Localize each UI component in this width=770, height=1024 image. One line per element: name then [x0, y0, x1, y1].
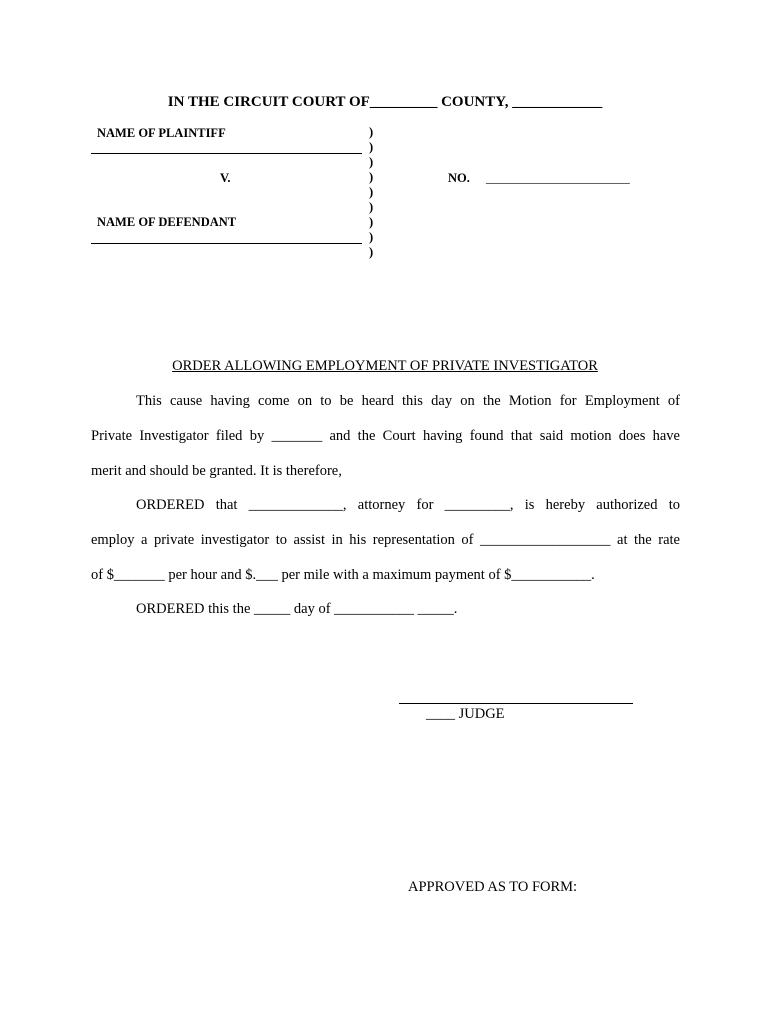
caption-paren: ) [369, 215, 374, 229]
defendant-label: NAME OF DEFENDANT [97, 215, 237, 229]
paragraph-line: ORDERED that _____________, attorney for _________, is hereby authorized to [136, 497, 680, 513]
paragraph-line: This cause having come on to be heard this day on the Motion for Employment of [136, 393, 680, 409]
paragraph-line: of $_______ per hour and $.___ per mile with a maximum payment of $___________. [91, 567, 595, 583]
ordered-date-line: ORDERED this the _____ day of ___________ _____. [136, 601, 458, 617]
versus-label: V. [220, 171, 231, 185]
caption-paren: ) [369, 200, 374, 214]
judge-signature-line [399, 703, 633, 704]
caption-paren: ) [369, 185, 374, 199]
caption-paren: ) [369, 245, 374, 259]
paragraph-ordered [91, 488, 680, 593]
court-heading: IN THE CIRCUIT COURT OF_________ COUNTY, ____________ [167, 94, 603, 110]
approved-as-to-form-label: APPROVED AS TO FORM: [408, 879, 578, 895]
judge-label: ____ JUDGE [426, 706, 505, 722]
caption-paren: ) [369, 125, 374, 139]
caption-paren: ) [369, 140, 374, 154]
plaintiff-label: NAME OF PLAINTIFF [97, 126, 226, 140]
paragraph-line: Private Investigator filed by _______ and the Court having found that said motion does have [91, 428, 680, 444]
caption-parentheses [369, 125, 373, 260]
plaintiff-name-line [91, 153, 362, 154]
defendant-name-line [91, 243, 362, 244]
case-number-blank: _______________________ [486, 171, 630, 185]
caption-paren: ) [369, 155, 374, 169]
paragraph-line: employ a private investigator to assist in his representation of __________________ at the rate [91, 532, 680, 548]
paragraph-line: merit and should be granted. It is therefore, [91, 463, 342, 479]
caption-paren: ) [369, 230, 374, 244]
paragraph-recital [91, 384, 680, 489]
case-number-label: NO. [448, 171, 470, 185]
order-title: ORDER ALLOWING EMPLOYMENT OF PRIVATE INVESTIGATOR [172, 358, 598, 374]
caption-paren: ) [369, 170, 374, 184]
